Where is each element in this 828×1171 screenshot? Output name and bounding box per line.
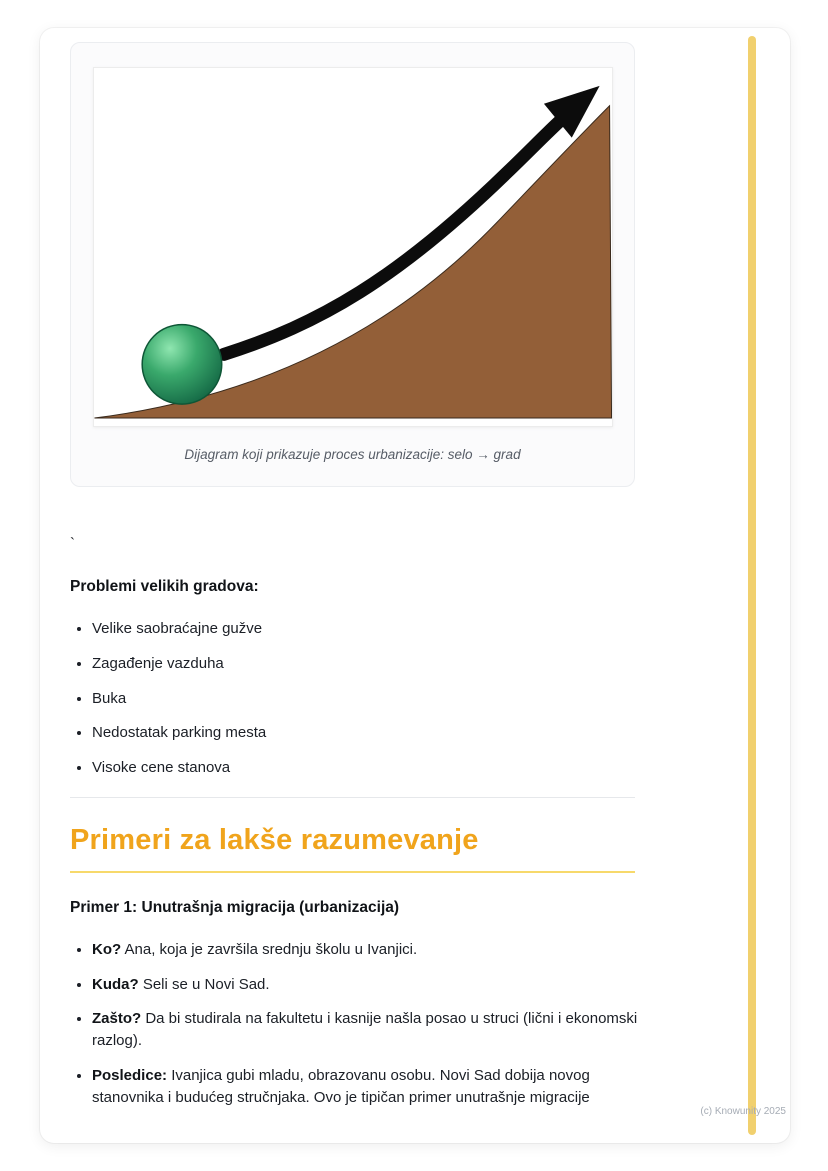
examples-heading: Primeri za lakše razumevanje bbox=[70, 824, 635, 873]
copyright-watermark: (c) Knowunity 2025 bbox=[700, 1106, 786, 1117]
figure-caption: Dijagram koji prikazuje proces urbanizacije: selo → grad bbox=[184, 447, 521, 462]
example-item-lead: Posledice: bbox=[92, 1066, 168, 1084]
example1-list bbox=[70, 939, 640, 1109]
scroll-indicator[interactable] bbox=[748, 36, 756, 1135]
problem-item: • Velike saobraćajne gužve bbox=[92, 618, 640, 640]
green-ball bbox=[142, 325, 222, 405]
example-item-text: Ana, koja je završila srednju školu u Ivanjici. bbox=[121, 940, 418, 958]
example-item-text: Ivanjica gubi mladu, obrazovanu osobu. Novi Sad dobija novog stanovnika i budućeg stručnjaka. Ovo je tipičan primer unutrašnje migracije bbox=[92, 1066, 590, 1106]
example-item-text: Seli se u Novi Sad. bbox=[138, 975, 270, 993]
document-content bbox=[40, 28, 640, 1108]
figure-card bbox=[70, 42, 635, 487]
example-item-lead: Ko? bbox=[92, 940, 122, 958]
problem-item: • Zagađenje vazduha bbox=[92, 653, 640, 675]
problem-item: • Buka bbox=[92, 688, 640, 710]
problem-item: • Visoke cene stanova bbox=[92, 757, 640, 779]
example-item-text: Da bi studirala na fakultetu i kasnije našla posao u struci (lični i ekonomski razlog). bbox=[92, 1010, 638, 1049]
example-item bbox=[92, 1065, 640, 1109]
example-item-lead: Zašto? bbox=[92, 1010, 142, 1028]
problems-heading: Problemi velikih gradova: bbox=[70, 578, 259, 595]
urbanization-diagram-svg bbox=[94, 68, 612, 426]
example1-heading: Primer 1: Unutrašnja migracija (urbanizacija) bbox=[70, 898, 400, 916]
example-item bbox=[92, 974, 640, 996]
stray-backtick: ` bbox=[70, 535, 75, 552]
urbanization-diagram bbox=[93, 67, 613, 427]
document-page bbox=[40, 28, 790, 1143]
problem-item: • Nedostatak parking mesta bbox=[92, 722, 640, 744]
problems-list bbox=[70, 618, 640, 779]
section-divider bbox=[70, 797, 635, 798]
example-item-lead: Kuda? bbox=[92, 975, 139, 993]
example-item bbox=[92, 939, 640, 961]
example-item bbox=[92, 1008, 640, 1052]
